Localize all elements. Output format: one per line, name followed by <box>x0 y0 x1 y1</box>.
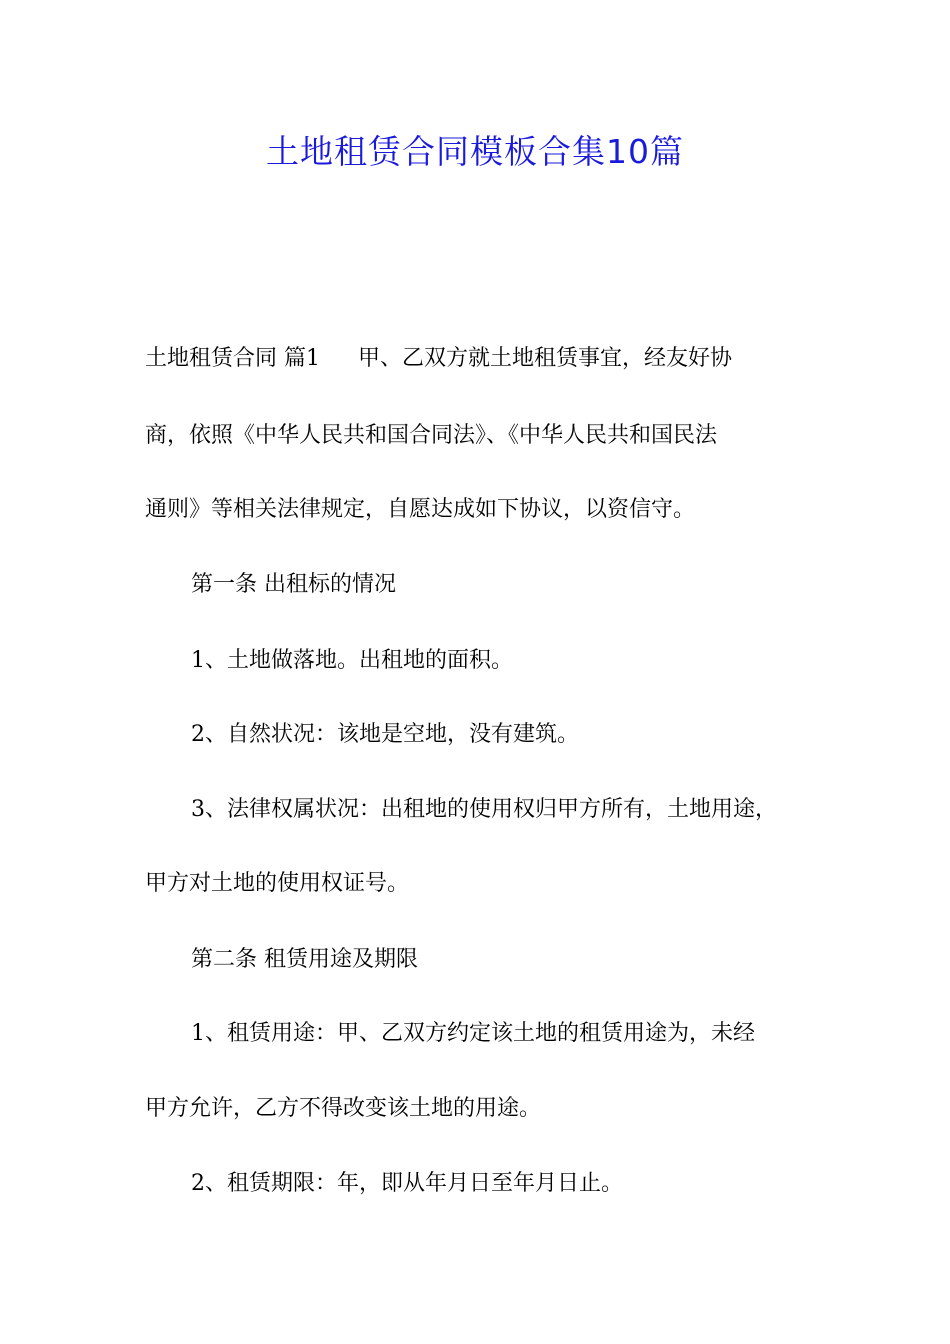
article-1-heading: 第一条 出租标的情况 <box>191 572 396 597</box>
article-2-item-1: 1、租赁用途：甲、乙双方约定该土地的租赁用途为，未经 <box>191 1021 755 1046</box>
article-1-item-3: 3、法律权属状况：出租地的使用权归甲方所有，土地用途， <box>191 797 777 822</box>
article-2-item-1-cont: 甲方允许，乙方不得改变该土地的用途。 <box>145 1096 542 1121</box>
paragraph-line-1 <box>145 343 845 375</box>
article-1-item-2: 2、自然状况：该地是空地，没有建筑。 <box>191 722 579 747</box>
contract-heading-label: 土地租赁合同 篇1 <box>145 346 320 371</box>
intro-text: 甲、乙双方就土地租赁事宜，经友好协 <box>358 346 733 371</box>
paragraph-line-2: 商，依照《中华人民共和国合同法》、《中华人民共和国民法 <box>145 423 718 448</box>
article-2-item-2: 2、租赁期限：年，即从年月日至年月日止。 <box>191 1171 623 1196</box>
article-1-item-3-cont: 甲方对土地的使用权证号。 <box>145 871 410 896</box>
paragraph-line-3: 通则》等相关法律规定，自愿达成如下协议，以资信守。 <box>145 497 696 522</box>
document-title: 土地租赁合同模板合集10篇 <box>266 132 684 171</box>
article-1-item-1: 1、土地做落地。出租地的面积。 <box>191 648 513 673</box>
article-2-heading: 第二条 租赁用途及期限 <box>191 947 418 972</box>
